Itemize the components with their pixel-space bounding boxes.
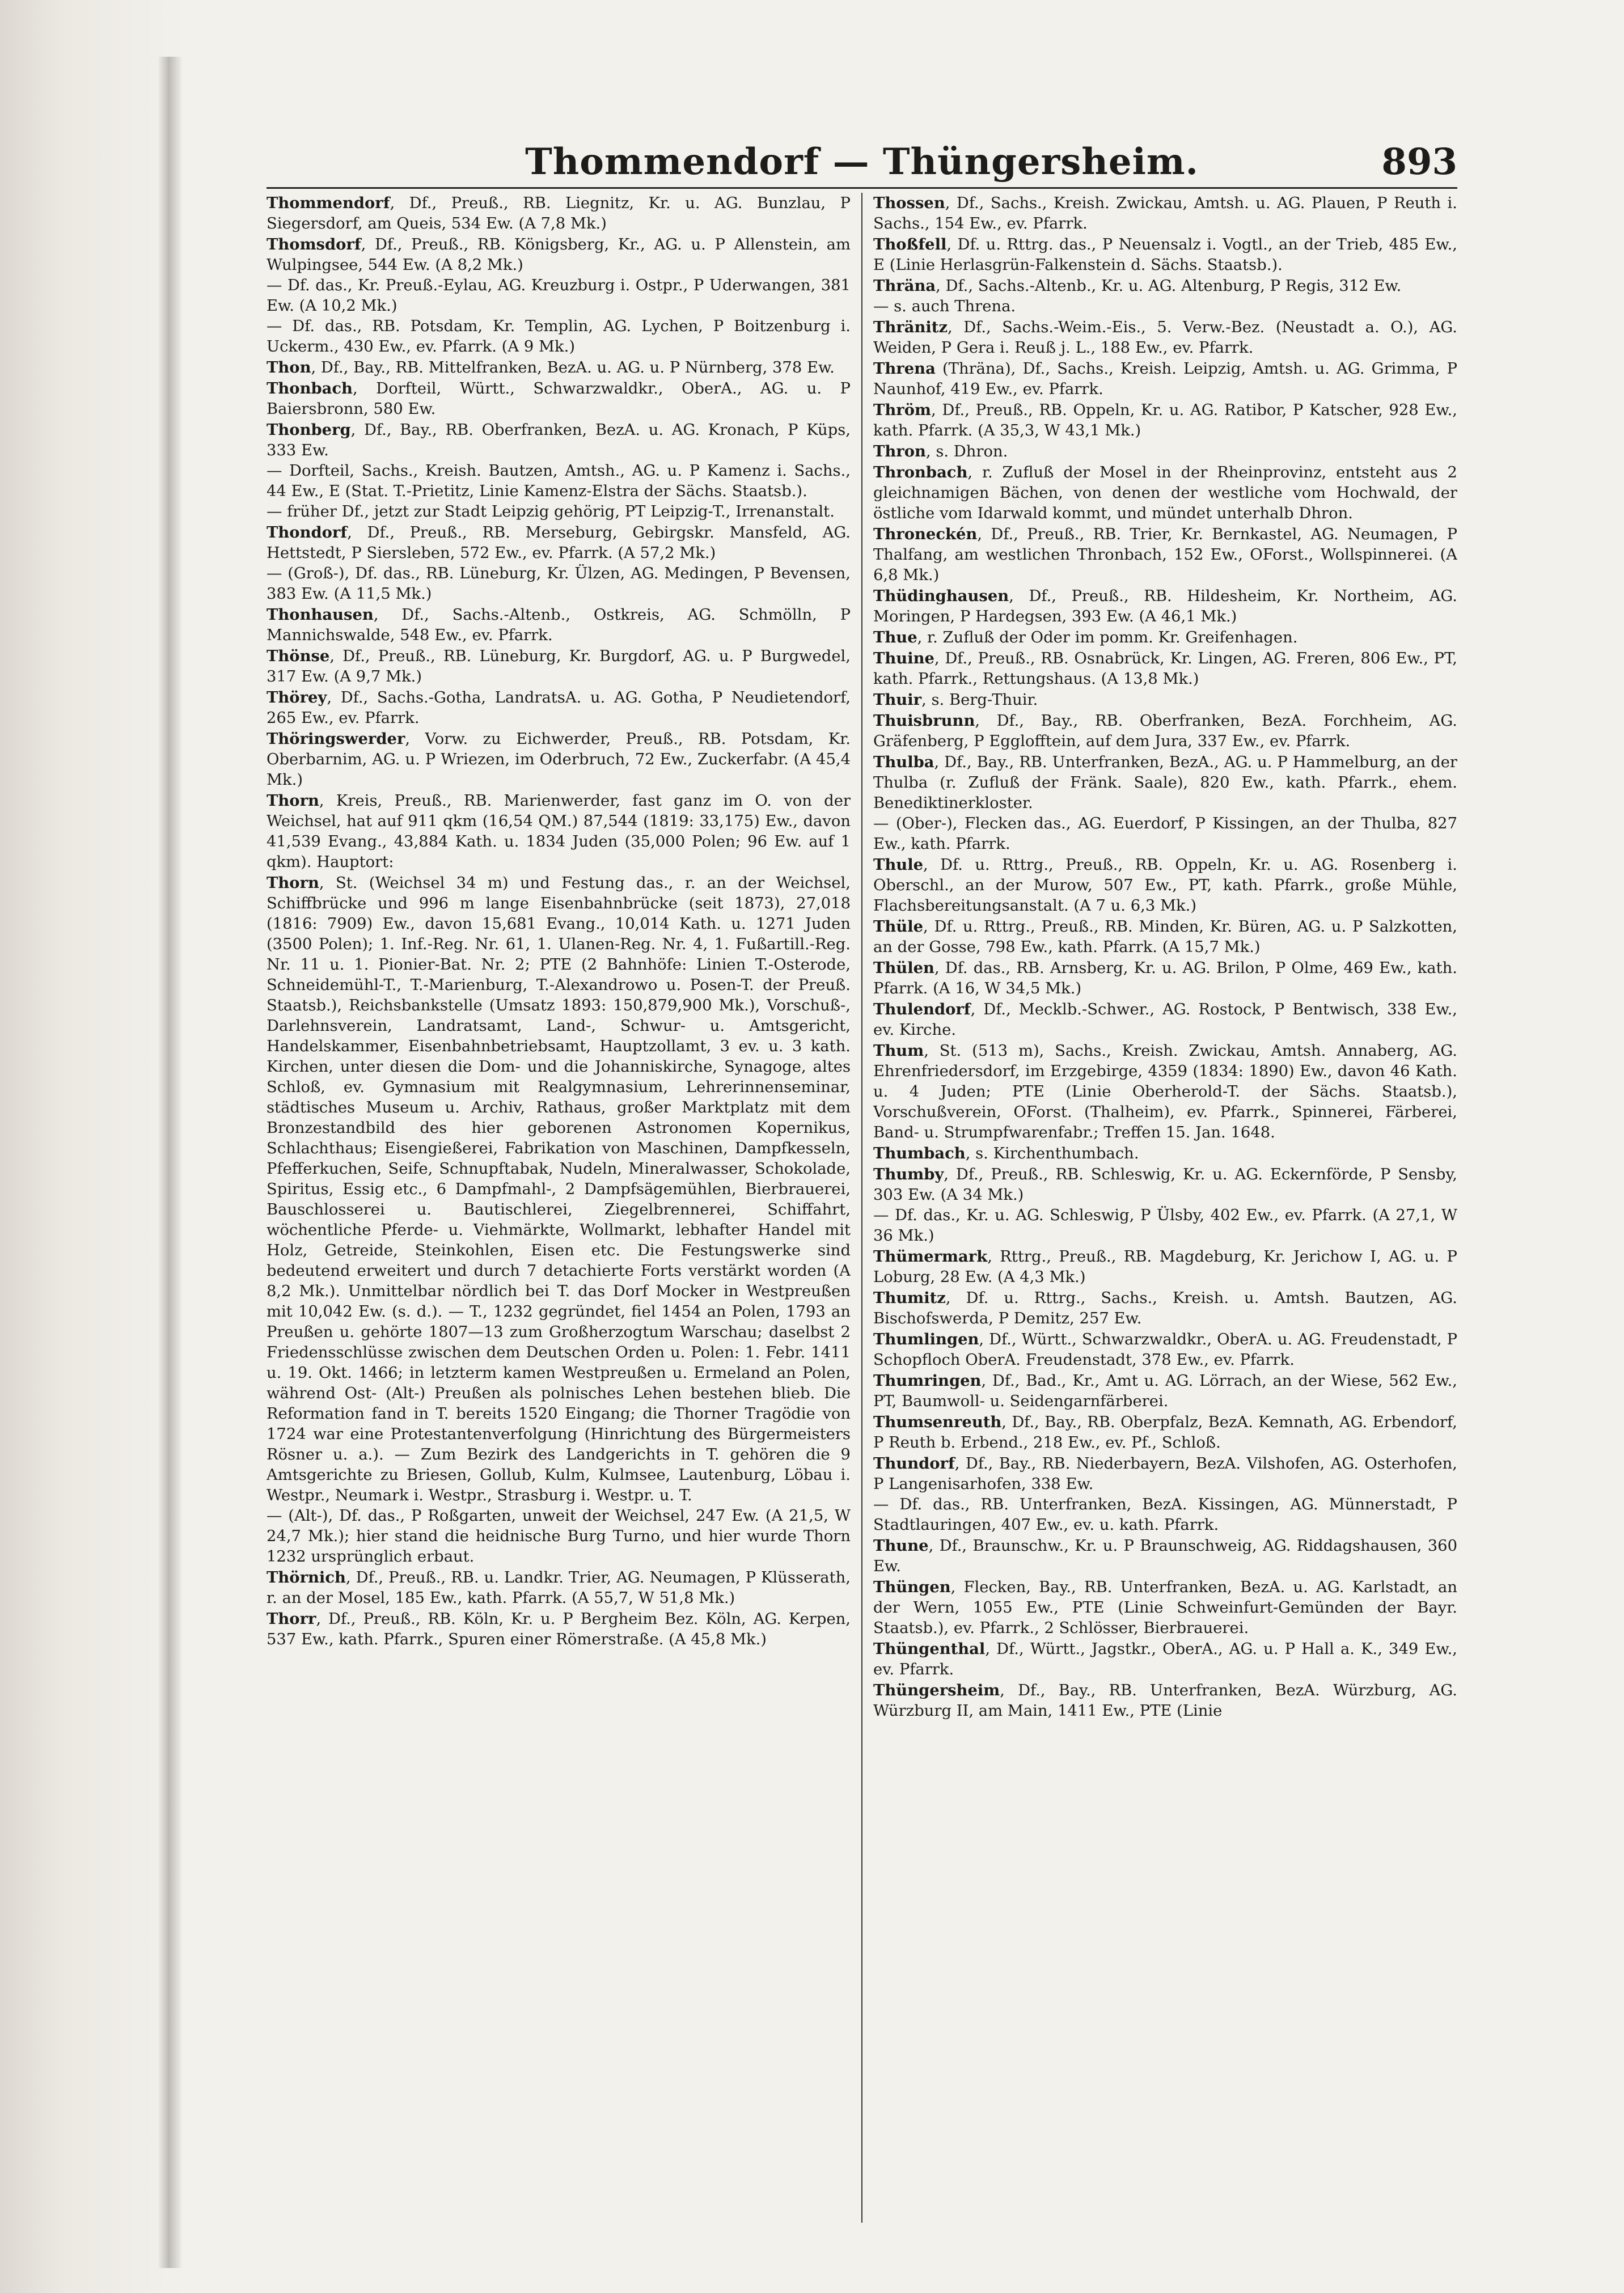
entry-text: , Df., Württ., Jagstkr., OberA., AG. u. P Hall a. K., 349 Ew., ev. Pfarrk. [873,1640,1457,1678]
entry-text: , Kreis, Preuß., RB. Marienwerder, fast ganz im O. von der Weichsel, hat auf 911 qkm (16,54 QM.) 87,544 (1819: 33,175) Ew., davon 41,539 Evang., 43,884 Kath. u. 1834 Juden (35,000 Polen; 96 Ew. auf 1 qkm). Hauptort: [267,792,851,871]
entry-text: , Flecken, Bay., RB. Unterfranken, BezA. u. AG. Karlstadt, an der Wern, 1055 Ew., PTE (Linie Schweinfurt-Gemünden der Bayr. Staatsb.), ev. Pfarrk., 2 Schlösser, Bierbrauerei. [873,1579,1457,1637]
entry-headword: Thumitz [873,1289,946,1307]
entry-headword: Threna [873,359,936,378]
entry-headword: Thonbach [267,379,353,397]
entry-headword: Thorn [267,792,319,810]
entry-headword: Thossen [873,194,945,212]
entry-text: , Df., Württ., Schwarzwaldkr., OberA. u. AG. Freudenstadt, P Schopfloch OberA. Freudenstadt, 378 Ew., ev. Pfarrk. [873,1331,1457,1369]
entry-text: , Df., Preuß., RB. Lüneburg, Kr. Burgdorf, AG. u. P Burgwedel, 317 Ew. (A 9,7 Mk.) [267,648,851,686]
entry-text: , St. (Weichsel 34 m) und Festung das., r. an der Weichsel, Schiffbrücke und 996 m lange Eisenbahnbrücke (seit 1873), 27,018 (1816: 7909) Ew., davon 15,681 Evang., 10,014 Kath. u. 1271 Juden (3500 Polen); 1. Inf.-Reg. Nr. 61, 1. Ulanen-Reg. Nr. 4, 1. Fußartill.-Reg. Nr. 11 u. 1. Pionier-Bat. Nr. 2; PTE (2 Bahnhöfe: Linien T.-Osterode, Schneidemühl-T., T.-Marienburg, T.-Alexandrowo u. Posen-T. der Preuß. Staatsb.), Reichsbankstelle (Umsatz 1893: 150,879,900 Mk.), Vorschuß-, Darlehnsverein, Landratsamt, Land-, Schwur- u. Amtsgericht, Handelskammer, Eisenbahnbetriebsamt, Hauptzollamt, 3 ev. u. 3 kath. Kirchen, unter diesen die Dom- und die Johanniskirche, Synagoge, altes Schloß, ev. Gymnasium mit Realgymnasium, Lehrerinnenseminar, städtisches Museum u. Archiv, Rathaus, großer Marktplatz mit dem Bronzestandbild des hier geborenen Astronomen Kopernikus, Schlachthaus; Eisengießerei, Fabrikation von Maschinen, Dampfkesseln, Pfefferkuchen, Seife, Schnupftabak, Nudeln, Mineralwasser, Schokolade, Spiritus, Essig etc., 6 Dampfmahl-, 2 Dampfsägemühlen, Bierbrauerei, Bauschlosserei u. Bautischlerei, Ziegelbrennerei, Schiffahrt, wöchentliche Pferde- u. Viehmärkte, Wollmarkt, lebhafter Handel mit Holz, Getreide, Steinkohlen, Eisen etc. Die Festungswerke sind bedeutend erweitert und durch 7 detachierte Forts verstärkt worden (A 8,2 Mk.). Unmittelbar nördlich bei T. das Dorf Mocker in Westpreußen mit 10,042 Ew. (s. d.). — T., 1232 gegründet, fiel 1454 an Polen, 1793 an Preußen u. gehörte 1807—13 zum Großherzogtum Warschau; daselbst 2 Friedensschlüsse zwischen dem Deutschen Orden u. Polen: 1. Febr. 1411 u. 19. Okt. 1466; in letzterm kamen Westpreußen u. Ermeland an Polen, während Ost- (Alt-) Preußen als polnisches Lehen bestehen blieb. Die Reformation fand in T. bereits 1520 Eingang; die Thorner Tragödie von 1724 war eine Protestantenverfolgung (Hinrichtung des Bürgermeisters Rösner u. a.). — Zum Bezirk des Landgerichts in T. gehören die 9 Amtsgerichte zu Briesen, Gollub, Kulm, Kulmsee, Lautenburg, Löbau i. Westpr., Neumark i. Westpr., Strasburg i. Westpr. u. T. [267,874,851,1504]
entry-headword: Thümermark [873,1247,988,1266]
entry-text: , Df., Preuß., RB. u. Landkr. Trier, AG. Neumagen, P Klüsserath, r. an der Mosel, 185 Ew., kath. Pfarrk. (A 55,7, W 51,8 Mk.) [267,1569,851,1607]
entry-headword: Thumbach [873,1144,966,1162]
gazetteer-entry [873,524,1457,586]
entry-headword: Thönse [267,647,330,665]
gazetteer-entry [267,378,851,420]
entry-text: , Df., Bay., RB. Oberfranken, BezA. Forchheim, AG. Gräfenberg, P Egglofftein, auf dem Jura, 337 Ew., ev. Pfarrk. [873,712,1457,750]
gazetteer-entry [267,687,851,729]
entry-headword: Thuisbrunn [873,712,975,730]
entry-headword: Thulba [873,753,934,771]
entry-headword: Thüngen [873,1578,951,1596]
entry-text: , Df., Sachs.-Altenb., Ostkreis, AG. Schmölln, P Mannichswalde, 548 Ew., ev. Pfarrk. [267,606,851,644]
entry-headword: Thuine [873,649,934,667]
gazetteer-entry [873,276,1457,297]
gazetteer-entry [873,1040,1457,1143]
gazetteer-entry [873,1495,1457,1535]
entry-text: , r. Zufluß der Mosel in der Rheinprovinz, entsteht aus 2 gleichnamigen Bächen, von denen der westliche vom Hochwald, der östliche vom Idarwald kommt, und mündet unterhalb Dhron. [873,464,1457,522]
entry-text: , Df., Sachs.-Altenb., Kr. u. AG. Altenburg, P Regis, 312 Ew. [936,277,1402,295]
gazetteer-entry [267,873,851,1506]
entry-headword: Thondorf [267,523,348,541]
entry-headword: Thüngenthal [873,1640,986,1658]
entry-headword: Thräna [873,277,936,295]
gazetteer-entry [267,646,851,687]
gazetteer-entry [873,1246,1457,1288]
entry-text: (Thräna), Df., Sachs., Kreish. Leipzig, Amtsh. u. AG. Grimma, P Naunhof, 419 Ew., ev. Pfarrk. [873,360,1457,398]
gazetteer-entry [873,1164,1457,1205]
column-divider [861,193,862,2223]
entry-text: , s. Kirchenthumbach. [965,1145,1139,1162]
entry-headword: Thronbach [873,463,968,481]
entry-headword: Thumsenreuth [873,1413,1002,1431]
entry-text: , Df. das., RB. Arnsberg, Kr. u. AG. Brilon, P Olme, 469 Ew., kath. Pfarrk. (A 16, W 34,5 Mk.) [873,959,1457,997]
entry-headword: Thonhausen [267,606,374,624]
entry-headword: Thumby [873,1165,944,1183]
binding-fold [158,57,183,2268]
gazetteer-entry [267,316,851,357]
entry-text: , Df. u. Rttrg., Sachs., Kreish. u. Amtsh. Bautzen, AG. Bischofswerda, P Demitz, 257 Ew. [873,1289,1457,1327]
gazetteer-entry [873,648,1457,689]
entry-text: , Df., Preuß., RB. Osnabrück, Kr. Lingen, AG. Freren, 806 Ew., PT, kath. Pfarrk., Rettungshaus. (A 13,8 Mk.) [873,650,1457,688]
entry-text: , Df., Sachs., Kreish. Zwickau, Amtsh. u. AG. Plauen, P Reuth i. Sachs., 154 Ew., ev. Pfarrk. [873,194,1457,232]
entry-text: , Df., Bay., RB. Unterfranken, BezA. Würzburg, AG. Würzburg II, am Main, 1411 Ew., PTE (Linie [873,1682,1457,1720]
entry-text: , Rttrg., Preuß., RB. Magdeburg, Kr. Jerichow I, AG. u. P Loburg, 28 Ew. (A 4,3 Mk.) [873,1248,1457,1286]
entry-text: — Df. das., RB. Potsdam, Kr. Templin, AG. Lychen, P Boitzenburg i. Uckerm., 430 Ew., ev. Pfarrk. (A 9 Mk.) [267,318,851,356]
entry-headword: Thoßfell [873,235,947,253]
gazetteer-entry [267,1506,851,1567]
entry-headword: Thundorf [873,1454,955,1473]
entry-headword: Thumringen [873,1372,982,1390]
entry-headword: Thulendorf [873,1000,971,1018]
entry-headword: Thune [873,1537,929,1555]
entry-text: , r. Zufluß der Oder im pomm. Kr. Greifenhagen. [917,629,1298,646]
gazetteer-entry [873,1577,1457,1639]
entry-text: , Df., Preuß., RB. Trier, Kr. Bernkastel, AG. Neumagen, P Thalfang, am westlichen Thronbach, 152 Ew., OForst., Wollspinnerei. (A 6,8 Mk.) [873,526,1457,584]
gazetteer-entry [873,958,1457,999]
entry-text: , Df., Preuß., RB. Hildesheim, Kr. Northeim, AG. Moringen, P Hardegsen, 393 Ew. (A 46,1 Mk.) [873,587,1457,625]
entry-headword: Thon [267,358,311,376]
gazetteer-entry [873,297,1457,317]
gazetteer-entry [873,999,1457,1040]
entry-text: , Df., Sachs.-Gotha, LandratsA. u. AG. Gotha, P Neudietendorf, 265 Ew., ev. Pfarrk. [267,689,851,727]
entry-headword: Thommendorf [267,194,390,212]
gazetteer-entry [267,729,851,790]
gazetteer-entry [873,1535,1457,1577]
entry-text: , s. Dhron. [925,443,1008,460]
entry-text: , Df., Bay., RB. Mittelfranken, BezA. u. AG. u. P Nürnberg, 378 Ew. [311,359,835,376]
gazetteer-entry [267,564,851,604]
gazetteer-entry [873,1639,1457,1680]
gazetteer-entry [873,1370,1457,1412]
entry-text: — (Groß-), Df. das., RB. Lüneburg, Kr. Ülzen, AG. Medingen, P Bevensen, 383 Ew. (A 11,5 Mk.) [267,565,851,603]
gazetteer-entry [873,689,1457,710]
entry-text: , Df., Bay., RB. Oberfranken, BezA. u. AG. Kronach, P Küps, 333 Ew. [267,421,851,459]
entry-headword: Thörnich [267,1568,346,1587]
entry-text: — Dorfteil, Sachs., Kreish. Bautzen, Amtsh., AG. u. P Kamenz i. Sachs., 44 Ew., E (Stat. T.-Prietitz, Linie Kamenz-Elstra der Sächs. Staatsb.). [267,462,851,500]
gazetteer-entry [873,1329,1457,1370]
entry-text: — früher Df., jetzt zur Stadt Leipzig gehörig, PT Leipzig-T., Irrenanstalt. [267,503,835,521]
gazetteer-entry [873,814,1457,854]
left-column [267,193,851,2223]
gazetteer-entry [873,627,1457,648]
gazetteer-entry [873,400,1457,441]
entry-text: , Df. u. Rttrg., Preuß., RB. Minden, Kr. Büren, AG. u. P Salzkotten, an der Gosse, 798 Ew., kath. Pfarrk. (A 15,7 Mk.) [873,918,1457,956]
entry-headword: Throneckén [873,525,978,543]
entry-text: , Df., Mecklb.-Schwer., AG. Rostock, P Bentwisch, 338 Ew., ev. Kirche. [873,1001,1457,1039]
entry-headword: Thüdinghausen [873,587,1009,605]
entry-headword: Thue [873,628,917,646]
gazetteer-entry [267,502,851,522]
entry-text: , Df., Bay., RB. Unterfranken, BezA., AG. u. P Hammelburg, an der Thulba (r. Zufluß der Fränk. Saale), 820 Ew., kath. Pfarrk., ehem. Benediktinerkloster. [873,754,1457,812]
entry-headword: Thorr [267,1610,316,1628]
gazetteer-entry [267,522,851,564]
entry-text: , s. Berg-Thuir. [921,691,1038,709]
entry-text: , Df., Preuß., RB. Schleswig, Kr. u. AG. Eckernförde, P Sensby, 303 Ew. (A 34 Mk.) [873,1166,1457,1204]
running-title: Thommendorf — Thüngersheim. [525,141,1199,183]
gazetteer-columns [267,193,1457,2223]
gazetteer-entry [267,1609,851,1650]
gazetteer-entry [873,441,1457,462]
gazetteer-entry [873,193,1457,234]
entry-text: , Df. u. Rttrg., Preuß., RB. Oppeln, Kr. u. AG. Rosenberg i. Oberschl., an der Murow, 507 Ew., PT, kath. Pfarrk., große Mühle, Flachsbereitungsanstalt. (A 7 u. 6,3 Mk.) [873,856,1457,915]
entry-headword: Thron [873,442,926,460]
entry-text: — s. auch Threna. [873,298,1016,315]
entry-text: , Dorfteil, Württ., Schwarzwaldkr., OberA., AG. u. P Baiersbronn, 580 Ew. [267,380,851,418]
gazetteer-entry [873,752,1457,814]
entry-headword: Thüngersheim [873,1681,1000,1699]
gazetteer-entry [873,710,1457,752]
page-header [267,142,1457,189]
entry-text: — (Ober-), Flecken das., AG. Euerdorf, P Kissingen, an der Thulba, 827 Ew., kath. Pfarrk. [873,815,1457,853]
entry-headword: Thorn [267,874,319,892]
gazetteer-entry [267,790,851,873]
gazetteer-entry [267,357,851,378]
gazetteer-entry [873,1453,1457,1495]
entry-headword: Thüle [873,917,924,936]
gazetteer-entry [873,586,1457,627]
gazetteer-entry [267,461,851,502]
page-number: 893 [1381,141,1457,183]
gazetteer-entry [873,916,1457,958]
entry-headword: Thumlingen [873,1330,979,1348]
gazetteer-entry [873,1412,1457,1453]
entry-headword: Thonberg [267,421,351,439]
entry-text: , Df., Braunschw., Kr. u. P Braunschweig, AG. Riddagshausen, 360 Ew. [873,1537,1457,1575]
gazetteer-entry [267,604,851,646]
gazetteer-entry [873,1143,1457,1164]
entry-text: , Df., Bay., RB. Oberpfalz, BezA. Kemnath, AG. Erbendorf, P Reuth b. Erbend., 218 Ew., ev. Pf., Schloß. [873,1414,1457,1452]
gazetteer-entry [873,462,1457,524]
gazetteer-entry [873,317,1457,358]
entry-text: , Df., Bay., RB. Niederbayern, BezA. Vilshofen, AG. Osterhofen, P Langenisarhofen, 338 Ew. [873,1455,1457,1493]
entry-headword: Thöringswerder [267,730,405,748]
entry-headword: Thum [873,1042,924,1060]
gazetteer-entry [873,854,1457,916]
entry-text: , Df., Sachs.-Weim.-Eis., 5. Verw.-Bez. (Neustadt a. O.), AG. Weiden, P Gera i. Reuß j. L., 188 Ew., ev. Pfarrk. [873,319,1457,357]
entry-headword: Thränitz [873,318,948,336]
entry-text: , Df., Preuß., RB. Köln, Kr. u. P Bergheim Bez. Köln, AG. Kerpen, 537 Ew., kath. Pfarrk., Spuren einer Römerstraße. (A 45,8 Mk.) [267,1610,851,1648]
entry-headword: Thule [873,856,924,874]
entry-text: , Df., Preuß., RB. Merseburg, Gebirgskr. Mansfeld, AG. Hettstedt, P Siersleben, 572 Ew., ev. Pfarrk. (A 57,2 Mk.) [267,524,851,562]
entry-text: , Df., Preuß., RB. Königsberg, Kr., AG. u. P Allenstein, am Wulpingsee, 544 Ew. (A 8,2 Mk.) [267,236,851,274]
gazetteer-entry [873,1205,1457,1246]
entry-text: , St. (513 m), Sachs., Kreish. Zwickau, Amtsh. Annaberg, AG. Ehrenfriedersdorf, im Erzgebirge, 4359 (1834: 1890) Ew., davon 46 Kath. u. 4 Juden; PTE (Linie Oberherold-T. der Sächs. Staatsb.), Vorschußverein, OForst. (Thalheim), ev. Pfarrk., Spinnerei, Färberei, Band- u. Strumpfwarenfabr.; Treffen 15. Jan. 1648. [873,1042,1457,1141]
gazetteer-entry [267,420,851,461]
entry-headword: Thörey [267,688,327,706]
right-column [873,193,1457,2223]
entry-text: , Vorw. zu Eichwerder, Preuß., RB. Potsdam, Kr. Oberbarnim, AG. u. P Wriezen, im Oderbruch, 72 Ew., Zuckerfabr. (A 45,4 Mk.) [267,730,851,789]
entry-headword: Thülen [873,959,934,977]
entry-text: — Df. das., Kr. u. AG. Schleswig, P Ülsby, 402 Ew., ev. Pfarrk. (A 27,1, W 36 Mk.) [873,1207,1457,1245]
gazetteer-entry [267,276,851,316]
entry-headword: Thomsdorf [267,235,361,253]
gazetteer-entry [267,234,851,276]
entry-headword: Thuir [873,691,922,709]
gazetteer-entry [873,358,1457,400]
entry-text: , Df. u. Rttrg. das., P Neuensalz i. Vogtl., an der Trieb, 485 Ew., E (Linie Herlasgrün-Falkenstein d. Sächs. Staatsb.). [873,236,1457,274]
entry-text: — (Alt-), Df. das., P Roßgarten, unweit der Weichsel, 247 Ew. (A 21,5, W 24,7 Mk.); hier stand die heidnische Burg Turno, und hier wurde Thorn 1232 ursprünglich erbaut. [267,1507,851,1566]
gazetteer-entry [267,1567,851,1609]
entry-text: — Df. das., RB. Unterfranken, BezA. Kissingen, AG. Münnerstadt, P Stadtlauringen, 407 Ew., ev. u. kath. Pfarrk. [873,1496,1457,1534]
entry-text: , Df., Bad., Kr., Amt u. AG. Lörrach, an der Wiese, 562 Ew., PT, Baumwoll- u. Seidengarnfärberei. [873,1372,1457,1410]
gazetteer-entry [873,234,1457,276]
entry-text: , Df., Preuß., RB. Oppeln, Kr. u. AG. Ratibor, P Katscher, 928 Ew., kath. Pfarrk. (A 35,3, W 43,1 Mk.) [873,401,1457,439]
entry-text: — Df. das., Kr. Preuß.-Eylau, AG. Kreuzburg i. Ostpr., P Uderwangen, 381 Ew. (A 10,2 Mk.) [267,277,851,315]
gazetteer-entry [267,193,851,234]
gazetteer-entry [873,1288,1457,1329]
entry-text: , Df., Preuß., RB. Liegnitz, Kr. u. AG. Bunzlau, P Siegersdorf, am Queis, 534 Ew. (A 7,8 Mk.) [267,194,851,232]
entry-headword: Thröm [873,401,931,419]
gazetteer-entry [873,1680,1457,1721]
